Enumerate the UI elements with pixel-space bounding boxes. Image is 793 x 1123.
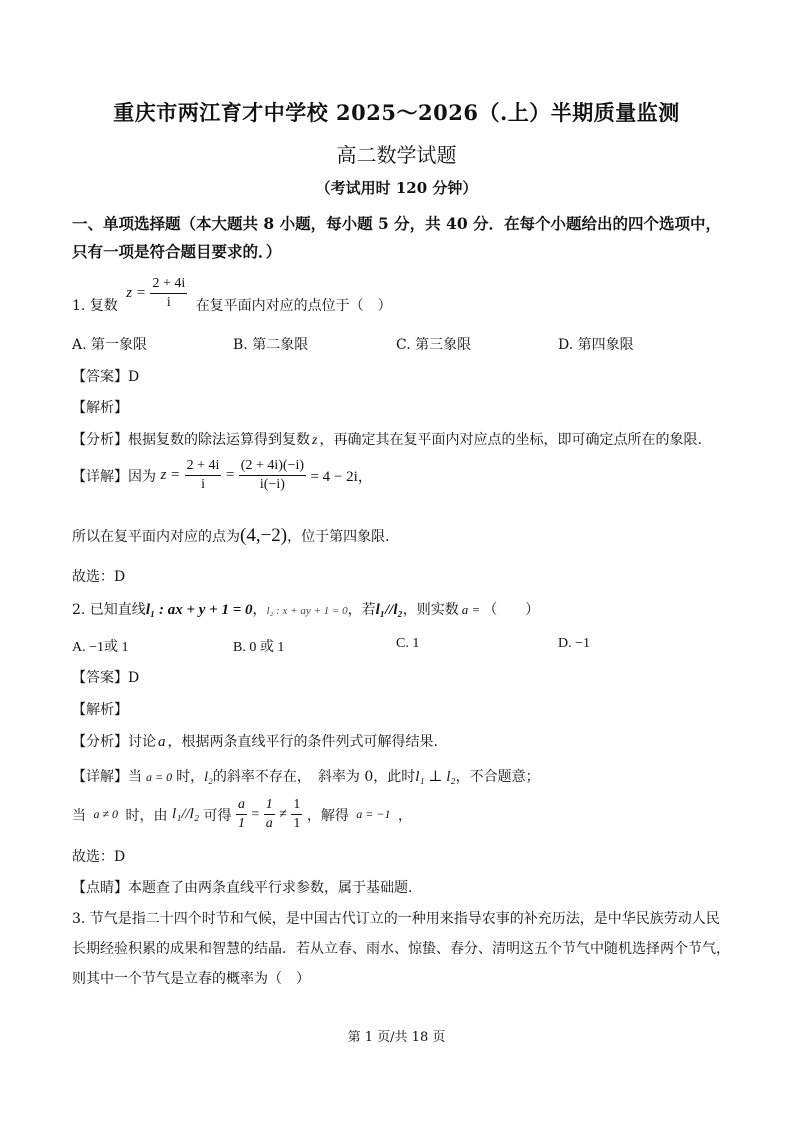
q1-stem-rest: 在复平面内对应的点位于（ ） (195, 298, 392, 314)
q2-fenxi-var: a (158, 734, 166, 750)
q2-xj1-perp: l₁ ⊥ l₂ (415, 769, 456, 785)
q2-xiangjie-2 (72, 797, 412, 832)
q2-xj2-cond: a ≠ 0 (93, 807, 119, 821)
q2-answer: 【答案】D (72, 670, 140, 686)
q1-jiexi: 【解析】 (72, 400, 128, 416)
q1-fenxi-post: ，再确定其在复平面内对应点的坐标，即可确定点所在的象限． (319, 432, 712, 448)
q1-option-d: D. 第四象限 (558, 337, 634, 353)
q2-xj1-pre: 【详解】当 (72, 769, 142, 785)
q1-xiangjie (72, 458, 373, 493)
q3-line3: 则其中一个节气是立春的概率为（ ） (72, 971, 310, 987)
q2-stem: 2. 已知直线l₁ : ax + y + 1 = 0，l₂ : x + ay + 1 = 0，若l₁//l₂，则实数 a = （ ） (72, 602, 540, 618)
q1-xj-frac1 (185, 458, 222, 493)
q2-dianjing: 【点睛】本题查了由两条直线平行求参数，属于基础题． (72, 880, 422, 896)
q2-xj1-mid2: 的斜率不存在， 斜率为 0，此时 (212, 769, 416, 785)
q2-stem-post: ，则实数 (402, 602, 459, 618)
q1-point-pre: 所以在复平面内对应的点为 (72, 529, 240, 545)
q2-var-a: a = (461, 602, 481, 617)
q2-xiangjie-1 (72, 766, 540, 786)
q2-frac-1-a (264, 797, 275, 832)
q1-stem (72, 270, 392, 316)
q3-line1: 3. 节气是指二十四个时节和气候，是中国古代订立的一种用来指导农事的补充历法，是中华民族劳动人民 (72, 911, 720, 927)
q2-xj2-solve: ，解得 (306, 807, 349, 824)
q2-f3-num: 1 (291, 797, 302, 815)
q2-f1-num: a (236, 797, 247, 815)
q1-xj-frac2-den: i(−i) (259, 477, 285, 492)
page-footer: 第 1 页/共 18 页 (347, 1030, 446, 1045)
q1-xj-frac2 (239, 458, 306, 493)
q2-xj1-mid1: 时， (176, 769, 205, 785)
q1-number: 1. 复数 (72, 298, 118, 314)
q2-f1-den: 1 (237, 816, 245, 831)
q2-frac-a-1 (236, 797, 247, 832)
q1-option-c: C. 第三象限 (396, 337, 472, 353)
q1-xj-frac2-num: (2 + 4i)(−i) (239, 458, 306, 476)
q3-line2: 长期经验积累的成果和智慧的结晶．若从立春、雨水、惊蛰、春分、清明这五个节气中随机选择两个节气， (72, 941, 730, 957)
q1-option-b: B. 第二象限 (233, 337, 309, 353)
q2-xj2-eq: = (251, 806, 260, 822)
q2-l2: l₂ : x + ay + 1 = 0 (266, 605, 348, 617)
q2-f2-den: a (265, 816, 273, 831)
q1-frac-den: i (166, 294, 171, 310)
q2-stem-mid: ，若 (347, 602, 376, 618)
q1-z-eq: z = (126, 285, 146, 301)
q1-xj-result: = 4 − 2i， (310, 469, 373, 485)
q2-frac-1-1 (291, 797, 302, 832)
q2-xj2-par: l₁//l₂ (171, 806, 200, 822)
q2-option-c: C. 1 (396, 636, 420, 651)
q2-xj2-neq: ≠ (279, 806, 287, 822)
q2-xj1-a0: a = 0 (146, 770, 173, 784)
q1-fenxi-pre: 【分析】根据复数的除法运算得到复数 (72, 432, 310, 448)
section-heading-line2: 只有一项是符合题目要求的．） (72, 242, 282, 261)
q2-xj2-end: ， (397, 807, 412, 824)
exam-duration: （考试用时 120 分钟） (315, 179, 478, 197)
q2-xj2-get: 可得 (203, 807, 232, 824)
q2-xj2-pre: 当 (72, 807, 86, 824)
exam-title: 重庆市两江育才中学校 2025～2026（.上）半期质量监测 (113, 100, 680, 125)
q1-xj-frac1-num: 2 + 4i (185, 458, 222, 476)
q1-point (72, 525, 399, 547)
q1-xj-eq: = (225, 467, 235, 483)
q2-parallel: l₁//l₂ (375, 602, 403, 618)
q1-point-post: ，位于第四象限． (287, 529, 400, 545)
q2-jiexi: 【解析】 (72, 702, 128, 718)
q1-xj-z: z = (160, 467, 181, 483)
section-heading-line1: 一、单项选择题（本大题共 8 小题，每小题 5 分，共 40 分．在每个小题给出的四个选项中， (72, 214, 722, 233)
q2-l1: l₁ : ax + y + 1 = 0 (145, 602, 253, 618)
q2-fenxi (72, 731, 448, 751)
q2-option-d: D. −1 (558, 636, 591, 651)
q2-fenxi-pre: 【分析】讨论 (72, 734, 156, 750)
q1-xiangjie-pre: 【详解】因为 (72, 468, 156, 485)
q2-choose: 故选：D (72, 849, 126, 865)
q1-xj-frac1-den: i (201, 477, 205, 492)
q2-xj2-mid: 时，由 (125, 807, 168, 824)
q2-xj1-post: ，不合题意； (455, 769, 540, 785)
q1-fenxi (72, 429, 711, 449)
q1-fenxi-var: z (312, 433, 318, 448)
q2-xj2-result: a = −1 (356, 807, 391, 821)
q2-fenxi-post: ，根据两条直线平行的条件列式可解得结果． (167, 734, 448, 750)
q2-option-b: B. 0 或 1 (233, 640, 285, 655)
q2-stem-end: （ ） (483, 602, 540, 618)
q2-option-a: A. −1或 1 (72, 640, 129, 655)
q1-option-a: A. 第一象限 (72, 337, 148, 353)
q1-answer: 【答案】D (72, 369, 140, 385)
q1-frac-num: 2 + 4i (150, 276, 187, 294)
exam-subtitle: 高二数学试题 (336, 143, 457, 167)
q2-f2-num: 1 (264, 797, 275, 815)
q2-xj1-l2: l₂ (204, 770, 213, 785)
q2-f3-den: 1 (293, 816, 301, 831)
q1-fraction (150, 276, 187, 311)
q1-point-value: (4,−2) (240, 525, 288, 546)
q2-stem-pre: 2. 已知直线 (72, 602, 146, 618)
q1-choose: 故选：D (72, 569, 126, 585)
